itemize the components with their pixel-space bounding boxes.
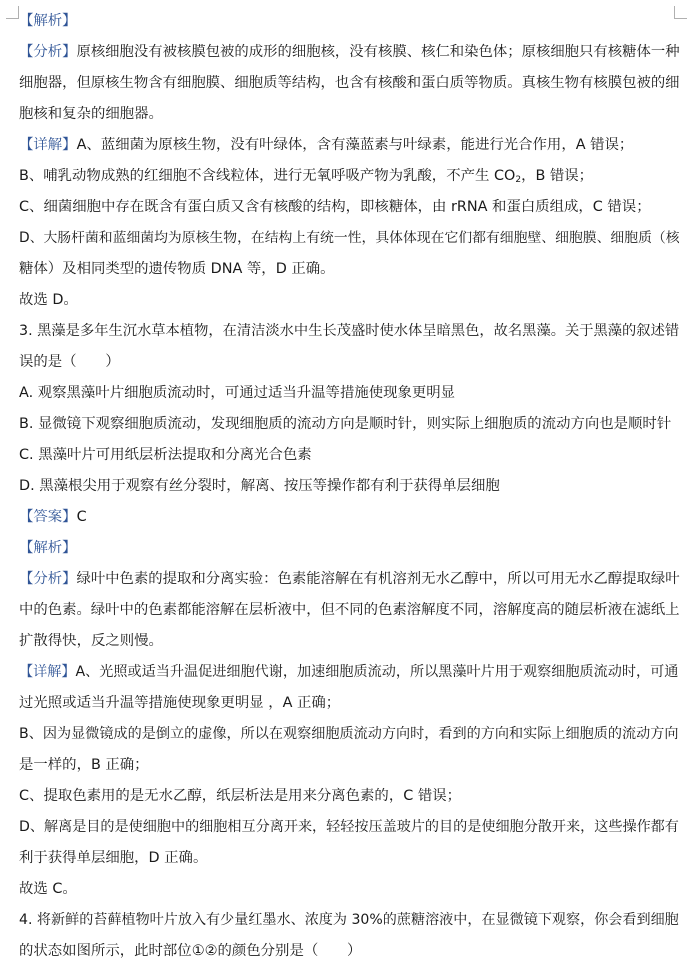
line-text: D、解离是目的是使细胞中的细胞相互分离开来，轻轻按压盖玻片的目的是使细胞分散开来，这些操作都有 (19, 819, 679, 835)
section-tag: 【分析】 (19, 44, 77, 60)
text-line (19, 68, 679, 99)
line-text: 中的色素。绿叶中的色素都能溶解在层析液中，但不同的色素溶解度不同，溶解度高的随层析液在滤纸上 (19, 602, 680, 618)
section-tag: 【解析】 (19, 13, 77, 29)
text-line (19, 719, 679, 750)
line-text: 是一样的，B 正确； (19, 757, 149, 773)
text-line (19, 936, 679, 967)
text-line (19, 626, 679, 657)
line-text: 绿叶中色素的提取和分离实验：色素能溶解在有机溶剂无水乙醇中，所以可用无水乙醇提取绿叶 (76, 571, 680, 587)
line-text: 误的是（ ） (19, 354, 120, 370)
line-text: B、哺乳动物成熟的红细胞不含线粒体，进行无氧呼吸产物为乳酸，不产生 CO (19, 168, 516, 184)
line-text: B、因为显微镜成的是倒立的虚像，所以在观察细胞质流动方向时，看到的方向和实际上细胞质的流动方向 (19, 726, 679, 742)
text-line (19, 254, 679, 285)
line-text: 糖体）及相同类型的遗传物质 DNA 等，D 正确。 (19, 261, 335, 277)
text-line (19, 688, 679, 719)
text-line (19, 285, 679, 316)
text-line (19, 409, 679, 440)
line-text: B. 显微镜下观察细胞质流动，发现细胞质的流动方向是顺时针，则实际上细胞质的流动方向也是顺时针 (19, 416, 672, 432)
document-page (19, 6, 679, 967)
line-text: 过光照或适当升温等措施使现象更明显 ，A 正确； (19, 695, 341, 711)
text-line (19, 130, 679, 161)
text-line (19, 378, 679, 409)
page-corner-mark-left (6, 6, 19, 19)
line-text: 3. 黑藻是多年生沉水草本植物，在清洁淡水中生长茂盛时使水体呈暗黑色，故名黑藻。关于黑藻的叙述错 (19, 323, 680, 339)
line-text: C (76, 509, 87, 525)
line-text: D、大肠杆菌和蓝细菌均为原核生物，在结构上有统一性，具体体现在它们都有细胞壁、细胞膜、细胞质（核 (19, 230, 680, 246)
line-text: D. 黑藻根尖用于观察有丝分裂时，解离、按压等操作都有利于获得单层细胞 (19, 478, 500, 494)
section-tag: 【详解】 (19, 664, 76, 680)
text-line (19, 6, 679, 37)
section-tag: 【详解】 (19, 137, 77, 153)
text-line (19, 316, 679, 347)
line-text: 的状态如图所示，此时部位①②的颜色分别是（ ） (19, 943, 362, 959)
line-text-after: ，B 错误； (521, 168, 594, 184)
text-line (19, 781, 679, 812)
text-line (19, 843, 679, 874)
text-line (19, 99, 679, 130)
line-text: 细胞器，但原核生物含有细胞膜、细胞质等结构，也含有核酸和蛋白质等物质。真核生物有核膜包被的细 (19, 75, 680, 91)
line-text: A. 观察黑藻叶片细胞质流动时，可通过适当升温等措施使现象更明显 (19, 385, 456, 401)
subscript: 2 (515, 175, 522, 185)
text-line (19, 657, 679, 688)
text-line (19, 502, 679, 533)
text-line (19, 905, 679, 936)
text-line (19, 440, 679, 471)
text-line (19, 812, 679, 843)
line-text: 利于获得单层细胞，D 正确。 (19, 850, 208, 866)
line-text: C、提取色素用的是无水乙醇，纸层析法是用来分离色素的，C 错误； (19, 788, 462, 804)
text-line (19, 750, 679, 781)
section-tag: 【解析】 (19, 540, 77, 556)
text-line (19, 874, 679, 905)
line-text: 胞核和复杂的细胞器。 (19, 106, 163, 122)
text-line (19, 37, 679, 68)
text-line (19, 161, 679, 192)
text-line (19, 471, 679, 502)
line-text: A、蓝细菌为原核生物，没有叶绿体，含有藻蓝素与叶绿素，能进行光合作用，A 错误； (76, 137, 634, 153)
line-text: C、细菌细胞中存在既含有蛋白质又含有核酸的结构，即核糖体，由 rRNA 和蛋白质组成，C 错误； (19, 199, 651, 215)
text-line (19, 347, 679, 378)
line-text: A、光照或适当升温促进细胞代谢，加速细胞质流动，所以黑藻叶片用于观察细胞质流动时，可通 (75, 664, 679, 680)
text-line (19, 595, 679, 626)
section-tag: 【分析】 (19, 571, 77, 587)
section-tag: 【答案】 (19, 509, 77, 525)
text-line (19, 192, 679, 223)
line-text: 4. 将新鲜的苔藓植物叶片放入有少量红墨水、浓度为 30%的蔗糖溶液中，在显微镜下观察，你会看到细胞 (19, 912, 679, 928)
text-line (19, 564, 679, 595)
line-text: 扩散得快，反之则慢。 (19, 633, 163, 649)
text-line (19, 533, 679, 564)
line-text: 故选 D。 (19, 292, 78, 308)
line-text: C. 黑藻叶片可用纸层析法提取和分离光合色素 (19, 447, 312, 463)
text-line (19, 223, 679, 254)
line-text: 原核细胞没有被核膜包被的成形的细胞核，没有核膜、核仁和染色体；原核细胞只有核糖体一种 (76, 44, 680, 60)
line-text: 故选 C。 (19, 881, 77, 897)
